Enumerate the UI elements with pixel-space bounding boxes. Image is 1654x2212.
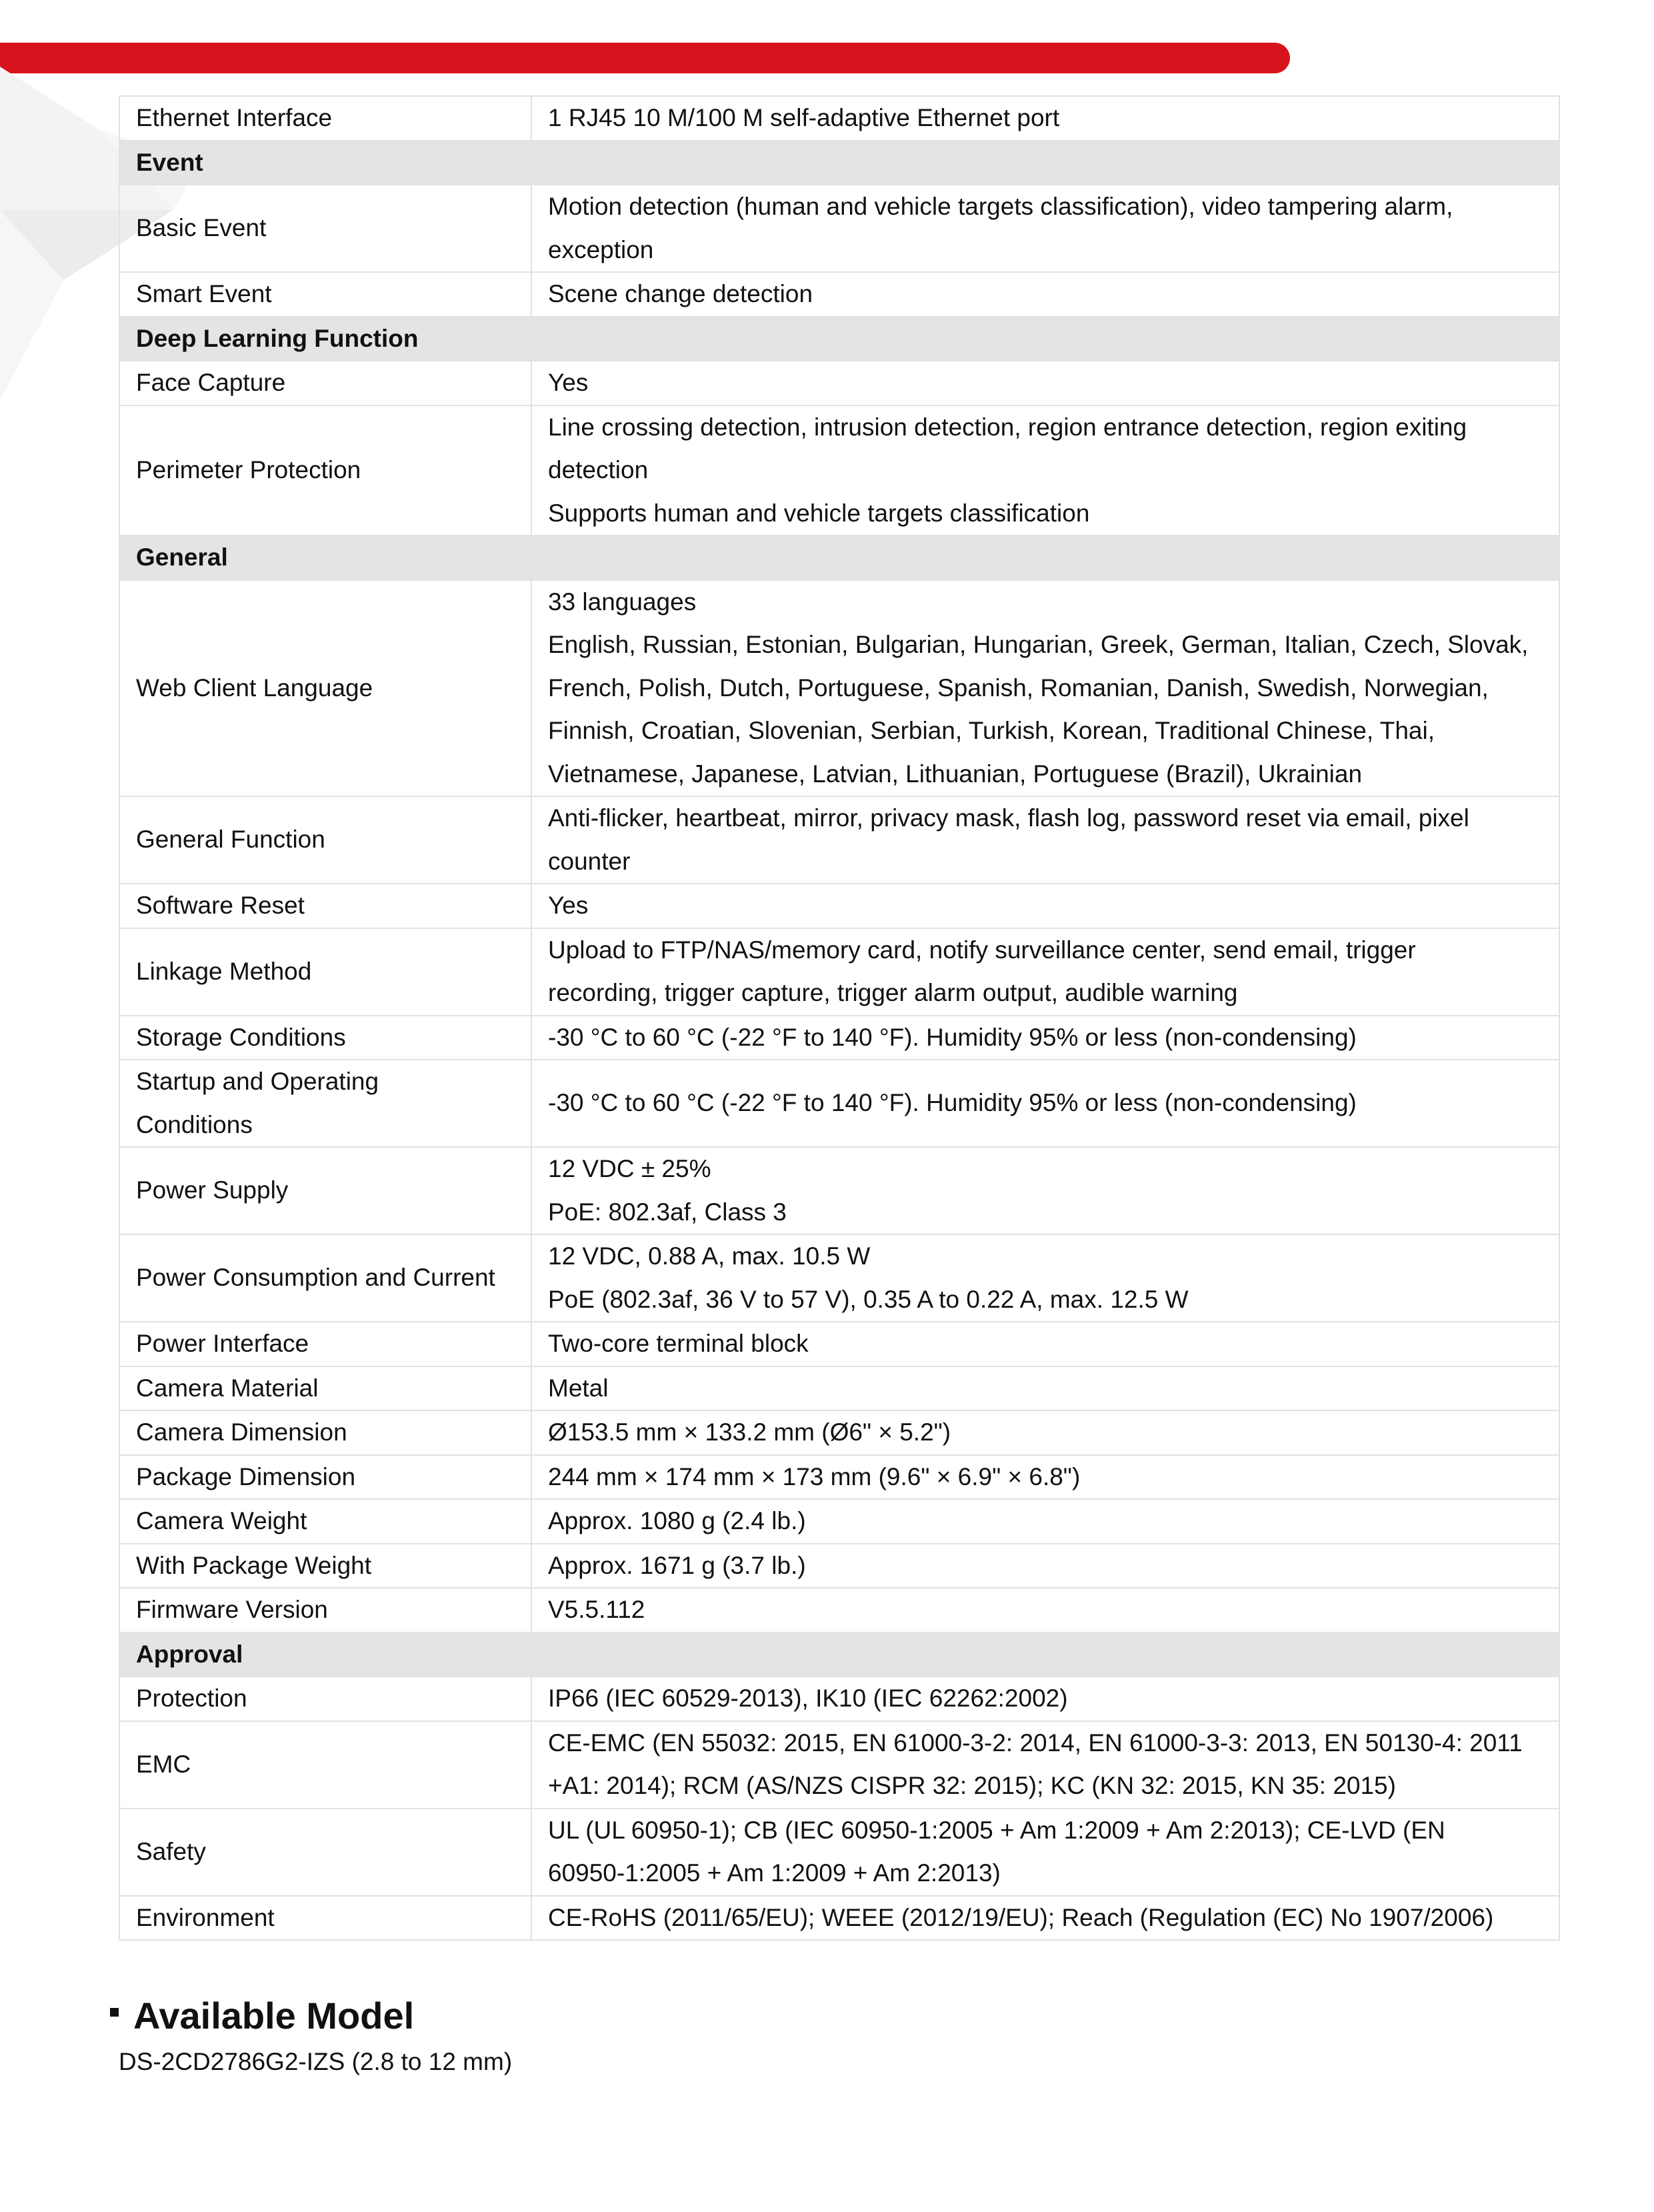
bullet-icon <box>110 2008 119 2017</box>
spec-value-line: 244 mm × 174 mm × 173 mm (9.6" × 6.9" × 6.8") <box>548 1462 1081 1490</box>
spec-value <box>531 580 1559 797</box>
section-filler <box>531 317 1559 361</box>
spec-value-line: Metal <box>548 1374 609 1402</box>
spec-value-line: Ø153.5 mm × 133.2 mm (Ø6" × 5.2") <box>548 1418 951 1446</box>
spec-row <box>119 1499 1559 1544</box>
spec-value-line: 12 VDC, 0.88 A, max. 10.5 W <box>548 1242 871 1270</box>
spec-value-line: CE-EMC (EN 55032: 2015, EN 61000-3-2: 2014, EN 61000-3-3: 2013, EN 50130-4: 2011 <box>548 1729 1523 1757</box>
spec-value <box>531 1322 1559 1366</box>
spec-row <box>119 796 1559 884</box>
spec-row <box>119 1060 1559 1147</box>
spec-value-line: Scene change detection <box>548 280 813 307</box>
specification-table <box>119 95 1560 1941</box>
spec-value-line: Line crossing detection, intrusion detection, region entrance detection, region exiting <box>548 413 1467 441</box>
spec-value-line: 12 VDC ± 25% <box>548 1155 711 1182</box>
spec-value <box>531 1809 1559 1896</box>
section-title: Approval <box>119 1632 531 1677</box>
section-header-row <box>119 141 1559 185</box>
spec-value <box>531 185 1559 272</box>
spec-label: Power Interface <box>119 1322 531 1366</box>
spec-label: Environment <box>119 1896 531 1941</box>
spec-value <box>531 1455 1559 1500</box>
spec-row <box>119 1016 1559 1060</box>
spec-row <box>119 1366 1559 1411</box>
spec-value <box>531 1060 1559 1147</box>
spec-label: Camera Dimension <box>119 1410 531 1455</box>
available-model-heading <box>110 1993 414 2039</box>
spec-row <box>119 580 1559 797</box>
spec-label-line: Startup and Operating <box>136 1068 379 1095</box>
section-filler <box>531 141 1559 185</box>
spec-value <box>531 1721 1559 1809</box>
spec-value-line: Upload to FTP/NAS/memory card, notify surveillance center, send email, trigger <box>548 936 1416 964</box>
spec-value-line: +A1: 2014); RCM (AS/NZS CISPR 32: 2015); KC (KN 32: 2015, KN 35: 2015) <box>548 1772 1396 1799</box>
spec-row <box>119 1588 1559 1632</box>
spec-value-line: Finnish, Croatian, Slovenian, Serbian, Turkish, Korean, Traditional Chinese, Thai, <box>548 717 1435 744</box>
spec-row <box>119 96 1559 141</box>
spec-label: General Function <box>119 796 531 884</box>
spec-value <box>531 1677 1559 1721</box>
section-filler <box>531 535 1559 580</box>
spec-label: EMC <box>119 1721 531 1809</box>
spec-value-line: CE-RoHS (2011/65/EU); WEEE (2012/19/EU); Reach (Regulation (EC) No 1907/2006) <box>548 1903 1494 1931</box>
spec-value-line: Motion detection (human and vehicle targets classification), video tampering alarm, <box>548 193 1453 220</box>
spec-row <box>119 1234 1559 1322</box>
spec-value-line: Yes <box>548 369 589 396</box>
spec-value <box>531 884 1559 928</box>
spec-value-line: PoE: 802.3af, Class 3 <box>548 1198 787 1226</box>
spec-label: Basic Event <box>119 185 531 272</box>
spec-value <box>531 1588 1559 1632</box>
spec-value <box>531 1366 1559 1411</box>
section-filler <box>531 1632 1559 1677</box>
spec-label: Storage Conditions <box>119 1016 531 1060</box>
spec-value-line: Approx. 1671 g (3.7 lb.) <box>548 1551 806 1579</box>
spec-label: Package Dimension <box>119 1455 531 1500</box>
section-title: General <box>119 535 531 580</box>
spec-label: Ethernet Interface <box>119 96 531 141</box>
spec-row <box>119 1322 1559 1366</box>
spec-value <box>531 1544 1559 1588</box>
spec-row <box>119 1677 1559 1721</box>
spec-value <box>531 796 1559 884</box>
spec-value-line: 60950-1:2005 + Am 1:2009 + Am 2:2013) <box>548 1859 1001 1887</box>
spec-row <box>119 1147 1559 1234</box>
spec-label: Power Consumption and Current <box>119 1234 531 1322</box>
spec-row <box>119 1809 1559 1896</box>
spec-value <box>531 361 1559 405</box>
spec-value-line: Yes <box>548 892 589 919</box>
spec-row <box>119 884 1559 928</box>
spec-value-line: UL (UL 60950-1); CB (IEC 60950-1:2005 + Am 1:2009 + Am 2:2013); CE-LVD (EN <box>548 1816 1445 1844</box>
spec-label: Protection <box>119 1677 531 1721</box>
section-title: Event <box>119 141 531 185</box>
spec-value-line: Approx. 1080 g (2.4 lb.) <box>548 1507 806 1534</box>
spec-value-line: PoE (802.3af, 36 V to 57 V), 0.35 A to 0.22 A, max. 12.5 W <box>548 1285 1189 1313</box>
spec-value-line: exception <box>548 235 654 263</box>
section-header-row <box>119 535 1559 580</box>
spec-label: With Package Weight <box>119 1544 531 1588</box>
spec-label: Camera Material <box>119 1366 531 1411</box>
spec-value-line: English, Russian, Estonian, Bulgarian, Hungarian, Greek, German, Italian, Czech, Slovak, <box>548 631 1529 658</box>
spec-label-line: Conditions <box>136 1110 253 1138</box>
spec-value-line: -30 °C to 60 °C (-22 °F to 140 °F). Humidity 95% or less (non-condensing) <box>548 1023 1357 1051</box>
spec-value <box>531 1234 1559 1322</box>
section-header-row <box>119 1632 1559 1677</box>
spec-value-line: Vietnamese, Japanese, Latvian, Lithuanian, Portuguese (Brazil), Ukrainian <box>548 760 1363 788</box>
spec-value-line: IP66 (IEC 60529-2013), IK10 (IEC 62262:2002) <box>548 1685 1068 1712</box>
spec-label <box>119 1060 531 1147</box>
spec-label: Perimeter Protection <box>119 405 531 536</box>
spec-row <box>119 1455 1559 1500</box>
spec-value-line: 1 RJ45 10 M/100 M self-adaptive Ethernet port <box>548 104 1060 131</box>
spec-value <box>531 928 1559 1016</box>
available-model-title: Available Model <box>133 1995 415 2037</box>
spec-row <box>119 361 1559 405</box>
spec-label: Smart Event <box>119 272 531 317</box>
spec-value <box>531 1410 1559 1455</box>
spec-label: Camera Weight <box>119 1499 531 1544</box>
available-model-name: DS-2CD2786G2-IZS (2.8 to 12 mm) <box>119 2048 513 2075</box>
spec-label: Power Supply <box>119 1147 531 1234</box>
spec-value-line: French, Polish, Dutch, Portuguese, Spanish, Romanian, Danish, Swedish, Norwegian, <box>548 674 1489 702</box>
spec-row <box>119 928 1559 1016</box>
spec-row <box>119 185 1559 272</box>
spec-value-line: -30 °C to 60 °C (-22 °F to 140 °F). Humidity 95% or less (non-condensing) <box>548 1089 1357 1117</box>
spec-value-line: V5.5.112 <box>548 1596 645 1623</box>
spec-row <box>119 405 1559 536</box>
spec-row <box>119 272 1559 317</box>
spec-value-line: detection <box>548 456 649 483</box>
spec-value-line: recording, trigger capture, trigger alarm output, audible warning <box>548 979 1238 1006</box>
spec-value <box>531 405 1559 536</box>
section-header-row <box>119 317 1559 361</box>
spec-value-line: Two-core terminal block <box>548 1330 809 1357</box>
spec-row <box>119 1721 1559 1809</box>
spec-value <box>531 1499 1559 1544</box>
spec-value <box>531 272 1559 317</box>
spec-row <box>119 1544 1559 1588</box>
spec-row <box>119 1896 1559 1941</box>
spec-value <box>531 1896 1559 1941</box>
spec-label: Software Reset <box>119 884 531 928</box>
spec-label: Firmware Version <box>119 1588 531 1632</box>
spec-value-line: Supports human and vehicle targets classification <box>548 499 1090 527</box>
spec-value-line: 33 languages <box>548 588 697 616</box>
spec-value <box>531 1147 1559 1234</box>
spec-value <box>531 96 1559 141</box>
spec-label: Face Capture <box>119 361 531 405</box>
spec-label: Linkage Method <box>119 928 531 1016</box>
spec-value-line: Anti-flicker, heartbeat, mirror, privacy mask, flash log, password reset via email, pixel <box>548 804 1469 832</box>
section-title: Deep Learning Function <box>119 317 531 361</box>
spec-value <box>531 1016 1559 1060</box>
spec-label: Web Client Language <box>119 580 531 797</box>
spec-row <box>119 1410 1559 1455</box>
spec-label: Safety <box>119 1809 531 1896</box>
spec-value-line: counter <box>548 847 631 875</box>
